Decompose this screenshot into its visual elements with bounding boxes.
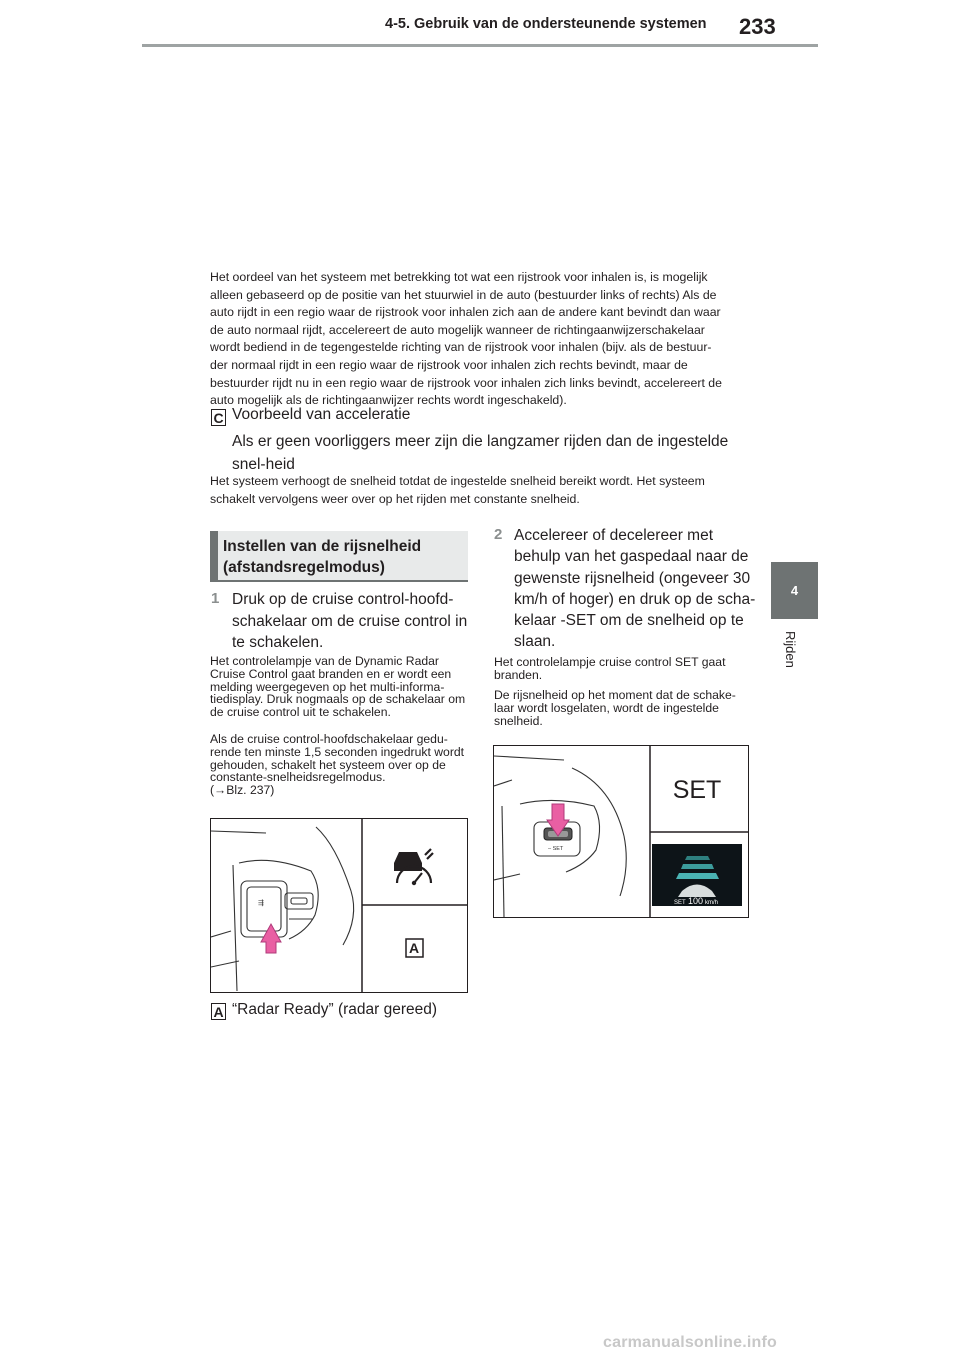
section-c-note bbox=[210, 473, 758, 508]
secondary-switch bbox=[285, 893, 313, 909]
switch-bezel bbox=[239, 860, 318, 939]
intro-line: de auto normaal rijdt, accelereert de auto mogelijk wanneer de richtingaanwijzerschakelaar bbox=[210, 322, 705, 337]
steering-line bbox=[343, 891, 354, 945]
heading-line: Instellen van de rijsnelheid bbox=[223, 538, 422, 555]
intro-line: bestuurder rijdt nu in een regio waar de rijstrook voor inhalen zich links bevindt, accelereert de bbox=[210, 375, 722, 390]
display-set-text: SET bbox=[674, 900, 686, 906]
chapter-tab-label: Rijden bbox=[783, 631, 798, 668]
intro-line: alleen gebaseerd op de positie van het stuurwiel in de auto (bestuurder links of rechts) Als de bbox=[210, 287, 717, 302]
intro-line: wordt bediend in de tegengestelde richting van de rijstrook voor inhalen (bijv. als de bestuur- bbox=[210, 340, 712, 355]
switch-panel bbox=[241, 881, 287, 937]
steering-line bbox=[620, 836, 626, 896]
steering-line bbox=[494, 756, 564, 760]
display-label-a: A bbox=[409, 940, 420, 956]
header-rule bbox=[142, 44, 818, 47]
note-text: De rijsnelheid op het moment dat de schake-laar wordt losgelaten, wordt de ingestelde snelheid. bbox=[494, 688, 736, 728]
section-c-description: Als er geen voorliggers meer zijn die langzamer rijden dan de ingestelde snel-heid bbox=[232, 433, 729, 473]
intro-paragraph bbox=[210, 269, 758, 410]
figure-main-switch bbox=[210, 818, 468, 993]
steering-line bbox=[233, 865, 237, 991]
page-reference: (→Blz. 237) bbox=[210, 783, 275, 798]
figure-2-illustration bbox=[494, 746, 748, 917]
display-speed-value: 100 bbox=[688, 896, 704, 906]
chapter-tab bbox=[771, 562, 818, 619]
step-1-note bbox=[210, 733, 468, 797]
chapter-number: 4 bbox=[790, 583, 799, 598]
note-text: Het controlelampje van de Dynamic Radar Cruise Control gaat branden en er wordt een melding weergegeven op het multi-informa-tiedisplay. Druk nogmaals op de schakelaar om de cruise control uit te schakelen. bbox=[210, 654, 466, 720]
page-number: 233 bbox=[739, 14, 776, 39]
radar-cruise-icon bbox=[394, 849, 433, 885]
step-1-text: Druk op de cruise control-hoofd-schakelaar om de cruise control in te schakelen. bbox=[232, 591, 468, 651]
step-2-note bbox=[494, 689, 750, 727]
step-2-number: 2 bbox=[494, 526, 503, 543]
section-heading bbox=[210, 531, 468, 582]
figure-1-illustration bbox=[211, 819, 467, 992]
note-text: Het controlelampje cruise control SET gaat branden. bbox=[494, 655, 726, 682]
steering-line bbox=[494, 780, 512, 786]
pink-arrow bbox=[261, 924, 281, 953]
intro-line: auto rijdt in een regio waar de rijstrook voor inhalen zich aan de andere kant bevindt dan waar bbox=[210, 305, 721, 320]
running-header: 4-5. Gebruik van de ondersteunende systemen bbox=[385, 16, 707, 32]
step-2-note bbox=[494, 656, 750, 682]
step-2-text: Accelereer of decelereer met behulp van het gaspedaal naar de gewenste rijsnelheid (ongeveer 30 km/h of hoger) en druk op de scha-kelaar -SET om de snelheid op te slaan. bbox=[514, 527, 756, 651]
step-1-number: 1 bbox=[211, 590, 220, 607]
steering-line bbox=[316, 827, 351, 891]
intro-line: der normaal rijdt in een regio waar de rijstrook voor inhalen zich rechts bevindt, maar de bbox=[210, 357, 688, 372]
steering-line bbox=[211, 831, 266, 833]
note-text: Als de cruise control-hoofdschakelaar gedu-rende ten minste 1,5 seconden ingedrukt wordt gehouden, schakelt het systeem over op de constante-snelheidsregelmodus. bbox=[210, 732, 465, 785]
switch-symbol: ⇶ bbox=[258, 900, 264, 907]
step-1-note bbox=[210, 655, 468, 719]
set-text: SET bbox=[672, 776, 722, 804]
section-c-title: Voorbeeld van acceleratie bbox=[232, 406, 411, 423]
switch-pad bbox=[247, 887, 281, 931]
note-line: schakelt vervolgens weer over op het rijden met constante snelheid. bbox=[210, 491, 580, 506]
caption-a-text: “Radar Ready” (radar gereed) bbox=[232, 1001, 438, 1018]
steering-line bbox=[211, 931, 231, 937]
steering-line bbox=[502, 806, 504, 917]
note-line: Het systeem verhoogt de snelheid totdat de ingestelde snelheid bereikt wordt. Het systeem bbox=[210, 474, 705, 488]
label-a-box: A bbox=[211, 1003, 226, 1020]
mid-display bbox=[652, 844, 742, 906]
label-c-box: C bbox=[211, 409, 226, 426]
switch-set-label: – SET bbox=[548, 846, 564, 852]
heading-line: (afstandsregelmodus) bbox=[223, 559, 385, 576]
intro-line: Het oordeel van het systeem met betrekking tot wat een rijstrook voor inhalen is, is mogelijk bbox=[210, 270, 708, 284]
watermark: carmanualsonline.info bbox=[603, 1334, 778, 1351]
intro-line: auto mogelijk als de richtingaanwijzer rechts wordt ingeschakeld). bbox=[210, 393, 567, 408]
steering-line bbox=[211, 961, 239, 967]
display-speed-unit: km/h bbox=[705, 900, 719, 906]
figure-set-switch bbox=[493, 745, 749, 918]
